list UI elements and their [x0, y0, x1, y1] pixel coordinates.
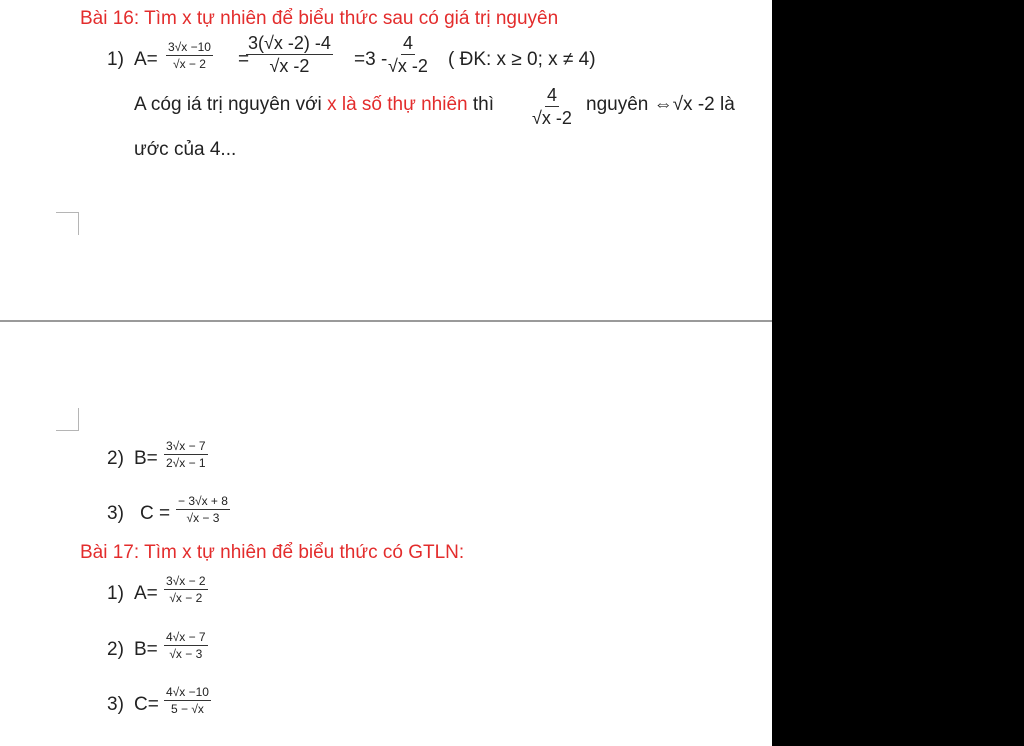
- exercise-16-title: Bài 16: Tìm x tự nhiên để biểu thức sau có giá trị nguyên: [80, 8, 559, 29]
- fraction-denominator: √x -2: [269, 56, 310, 76]
- explanation-text-2: thì: [467, 94, 494, 115]
- fraction-denominator: √x − 3: [186, 511, 220, 525]
- item-16-3-label: 3): [107, 503, 124, 524]
- fraction-17-2: [164, 631, 208, 660]
- fraction-explain: [530, 86, 574, 127]
- fraction-denominator: √x − 2: [173, 57, 206, 71]
- fraction-denominator: √x -2: [532, 108, 572, 128]
- fraction-17-1: [164, 575, 208, 604]
- item-17-2-label: 2): [107, 639, 124, 660]
- item-17-3-label: 3): [107, 694, 124, 715]
- fraction-numerator: 4√x − 7: [166, 630, 206, 644]
- fraction-denominator: √x − 2: [169, 591, 203, 605]
- item-16-3-lhs: C =: [140, 503, 171, 524]
- fraction-numerator: 4: [546, 85, 557, 105]
- fraction-numerator: 3√x − 7: [166, 439, 206, 453]
- item-16-1-label: 1): [107, 49, 124, 70]
- explanation-text: A cóg iá trị nguyên với: [134, 94, 328, 115]
- item-16-2-lhs: B=: [134, 448, 158, 469]
- item-17-1-lhs: A=: [134, 583, 158, 604]
- exercise-17-title-text: Bài 17: Tìm x tự nhiên để biểu thức có GTLN:: [80, 542, 465, 563]
- fraction-16-3: [176, 495, 230, 524]
- fraction-numerator: 4: [402, 33, 413, 53]
- equals-three-minus: =3 -: [354, 49, 388, 70]
- fraction-numerator: − 3√x + 8: [178, 494, 228, 508]
- fraction-16-1-b: [246, 34, 333, 75]
- domain-condition: ( ĐK: x ≥ 0; x ≠ 4): [448, 49, 596, 70]
- explanation-text-3: nguyên ⇔√x -2 là: [586, 94, 735, 115]
- fraction-denominator: √x − 3: [169, 647, 203, 661]
- fraction-denominator: 5 − √x: [171, 702, 204, 716]
- fraction-numerator: 3√x − 2: [166, 574, 206, 588]
- item-17-3-lhs: C=: [134, 694, 159, 715]
- explanation-line-2: ước của 4...: [134, 139, 237, 160]
- explanation-highlight: x là số thự nhiên: [327, 94, 468, 115]
- fraction-numerator: 3(√x -2) -4: [248, 33, 331, 53]
- page-separator: [0, 320, 772, 322]
- fraction-16-1-c: [386, 34, 430, 75]
- item-17-2-lhs: B=: [134, 639, 158, 660]
- fraction-numerator: 4√x −10: [166, 685, 209, 699]
- fraction-denominator: √x -2: [388, 56, 428, 76]
- fraction-numerator: 3√x −10: [168, 40, 211, 54]
- equals-sign: =: [238, 49, 250, 70]
- item-16-2-label: 2): [107, 448, 124, 469]
- fraction-16-1-a: [166, 41, 213, 70]
- explanation-line-1: [134, 93, 494, 117]
- fraction-17-3: [164, 686, 211, 715]
- page-corner-mark: [56, 408, 79, 431]
- fraction-denominator: 2√x − 1: [166, 456, 206, 470]
- exercise-17-title: [80, 541, 464, 565]
- item-16-1-lhs: A=: [134, 49, 158, 70]
- item-17-1-label: 1): [107, 583, 124, 604]
- fraction-16-2: [164, 440, 208, 469]
- page-corner-mark: [56, 212, 79, 235]
